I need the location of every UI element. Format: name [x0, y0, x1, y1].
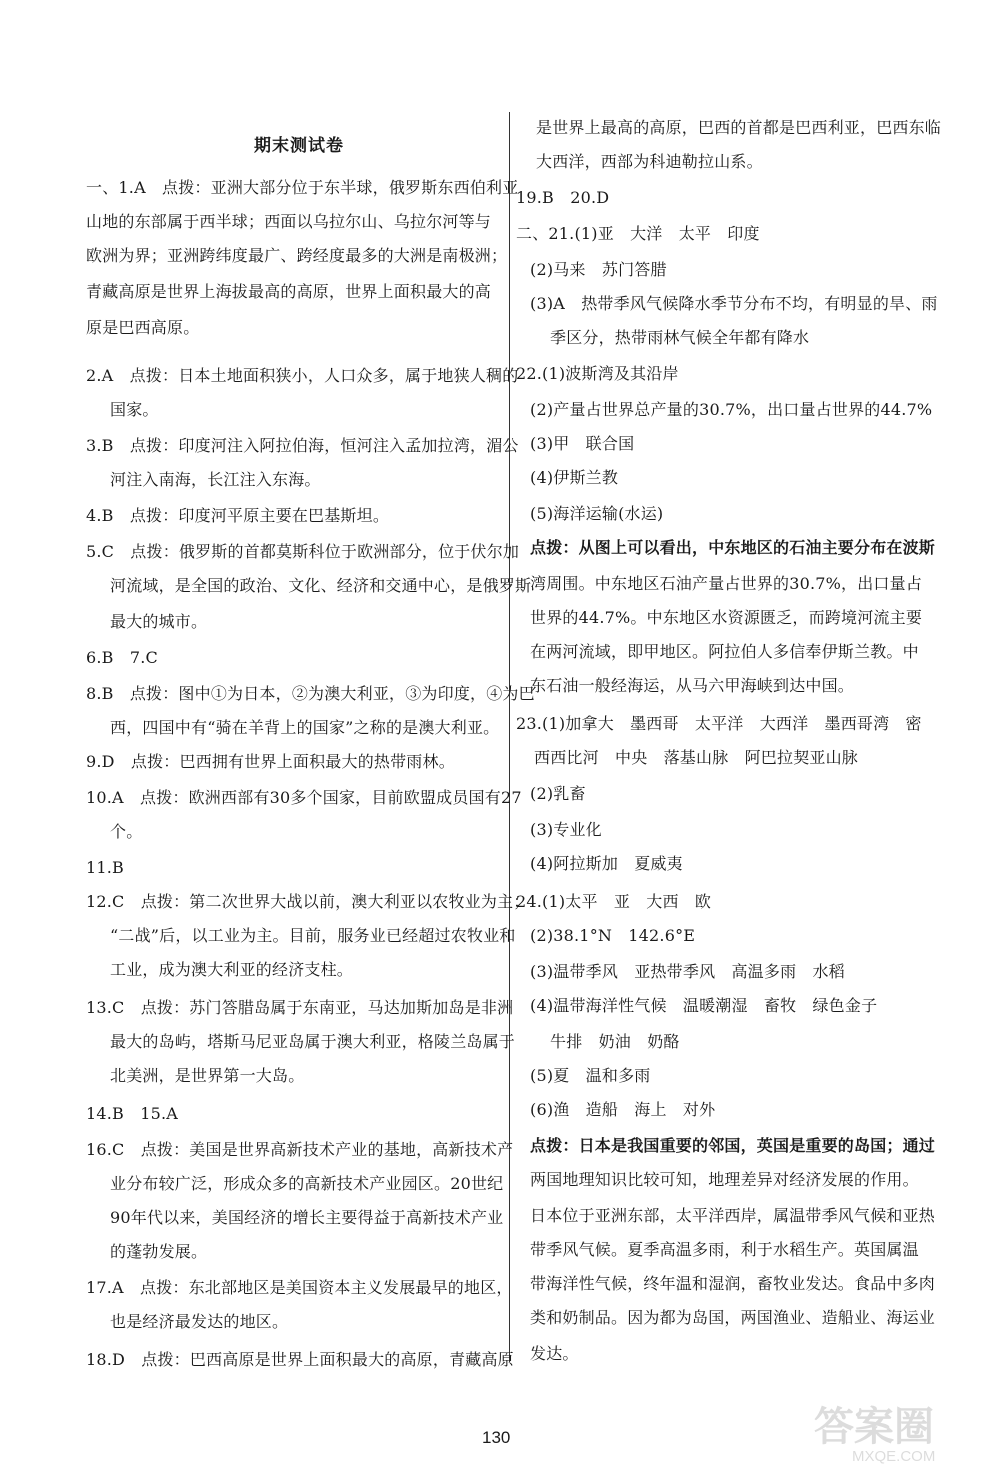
text-line: (2)马来 苏门答腊	[530, 260, 667, 279]
text-line: 也是经济最发达的地区。	[110, 1312, 289, 1331]
text-line: 是世界上最高的高原，巴西的首都是巴西利亚，巴西东临	[536, 118, 942, 137]
watermark-logo	[808, 1398, 980, 1466]
text-line: 欧洲为界；亚洲跨纬度最广、跨经度最多的大洲是南极洲；	[86, 246, 508, 265]
text-line: (6)渔 造船 海上 对外	[530, 1100, 716, 1119]
text-line: (4)温带海洋性气候 温暖潮湿 畜牧 绿色金子	[530, 996, 878, 1015]
text-line: 二、21.(1)亚 大洋 太平 印度	[516, 224, 760, 243]
text-line: (4)阿拉斯加 夏威夷	[530, 854, 683, 873]
page-number: 130	[482, 1428, 511, 1447]
text-line: 点拨：从图上可以看出，中东地区的石油主要分布在波斯	[530, 538, 936, 557]
text-line: (2)38.1°N 142.6°E	[530, 926, 696, 945]
text-line: 湾周围。中东地区石油产量占世界的30.7%，出口量占	[530, 574, 923, 593]
text-line: 类和奶制品。因为都为岛国，两国渔业、造船业、海运业	[530, 1308, 936, 1327]
text-line: 17.A 点拨：东北部地区是美国资本主义发展最早的地区，	[86, 1278, 513, 1297]
text-line: 最大的城市。	[110, 612, 208, 631]
text-line: 季区分，热带雨林气候全年都有降水	[550, 328, 810, 347]
text-line: (3)甲 联合国	[530, 434, 635, 453]
text-line: 24.(1)太平 亚 大西 欧	[516, 892, 712, 911]
text-line: 山地的东部属于西半球；西面以乌拉尔山、乌拉尔河等与	[86, 212, 492, 231]
text-line: 2.A 点拨：日本土地面积狭小，人口众多，属于地狭人稠的	[86, 366, 519, 385]
text-line: 国家。	[110, 400, 159, 419]
text-line: 业分布较广泛，形成众多的高新技术产业园区。20世纪	[110, 1174, 504, 1193]
text-line: 12.C 点拨：第二次世界大战以前，澳大利亚以农牧业为主；	[86, 892, 530, 911]
text-line: 西西比河 中央 落基山脉 阿巴拉契亚山脉	[534, 748, 859, 767]
text-line: (3)温带季风 亚热带季风 高温多雨 水稻	[530, 962, 845, 981]
watermark-sub: MXQE.COM	[852, 1448, 936, 1465]
text-line: 带海洋性气候，终年温和湿润，畜牧业发达。食品中多肉	[530, 1274, 936, 1293]
text-line: 14.B 15.A	[86, 1104, 179, 1123]
text-line: 13.C 点拨：苏门答腊岛属于东南亚，马达加斯加岛是非洲	[86, 998, 514, 1017]
text-line: 河流域，是全国的政治、文化、经济和交通中心，是俄罗斯	[110, 576, 532, 595]
text-line: 牛排 奶油 奶酪	[550, 1032, 680, 1051]
text-line: 世界的44.7%。中东地区水资源匮乏，而跨境河流主要	[530, 608, 923, 627]
text-line: 在两河流域，即甲地区。阿拉伯人多信奉伊斯兰教。中	[530, 642, 919, 661]
text-line: 5.C 点拨：俄罗斯的首都莫斯科位于欧洲部分，位于伏尔加	[86, 542, 520, 561]
text-line: (2)产量占世界总产量的30.7%，出口量占世界的44.7%	[530, 400, 933, 419]
watermark-text: 答案圈	[814, 1404, 934, 1450]
text-line: 发达。	[530, 1344, 579, 1363]
text-line: 10.A 点拨：欧洲西部有30多个国家，目前欧盟成员国有27	[86, 788, 522, 807]
text-line: 9.D 点拨：巴西拥有世界上面积最大的热带雨林。	[86, 752, 455, 771]
text-line: 西，四国中有“骑在羊背上的国家”之称的是澳大利亚。	[110, 718, 500, 737]
text-line: 最大的岛屿，塔斯马尼亚岛属于澳大利亚，格陵兰岛属于	[110, 1032, 516, 1051]
text-line: “二战”后，以工业为主。目前，服务业已经超过农牧业和	[110, 926, 516, 945]
text-line: 3.B 点拨：印度河注入阿拉伯海，恒河注入孟加拉湾，湄公	[86, 436, 519, 455]
text-line: (4)伊斯兰教	[530, 468, 619, 487]
text-line: 两国地理知识比较可知，地理差异对经济发展的作用。	[530, 1170, 919, 1189]
text-line: 22.(1)波斯湾及其沿岸	[516, 364, 679, 383]
text-line: 原是巴西高原。	[86, 318, 200, 337]
text-line: 工业，成为澳大利亚的经济支柱。	[110, 960, 354, 979]
text-line: 23.(1)加拿大 墨西哥 太平洋 大西洋 墨西哥湾 密	[516, 714, 922, 733]
text-line: 18.D 点拨：巴西高原是世界上面积最大的高原，青藏高原	[86, 1350, 514, 1369]
text-line: 11.B	[86, 858, 125, 877]
text-line: 青藏高原是世界上海拔最高的高原，世界上面积最大的高	[86, 282, 492, 301]
text-line: 8.B 点拨：图中①为日本，②为澳大利亚，③为印度，④为巴	[86, 684, 535, 703]
text-line: (3)专业化	[530, 820, 602, 839]
text-line: 90年代以来，美国经济的增长主要得益于高新技术产业	[110, 1208, 504, 1227]
text-line: 北美洲，是世界第一大岛。	[110, 1066, 305, 1085]
text-line: (5)海洋运输(水运)	[530, 504, 664, 523]
column-divider	[509, 112, 510, 1362]
text-line: 河注入南海，长江注入东海。	[110, 470, 321, 489]
text-line: 的蓬勃发展。	[110, 1242, 208, 1261]
text-line: (5)夏 温和多雨	[530, 1066, 651, 1085]
text-line: (2)乳畜	[530, 784, 586, 803]
text-line: 19.B 20.D	[516, 188, 610, 207]
text-line: 东石油一般经海运，从马六甲海峡到达中国。	[530, 676, 855, 695]
text-line: 16.C 点拨：美国是世界高新技术产业的基地，高新技术产	[86, 1140, 514, 1159]
text-line: 4.B 点拨：印度河平原主要在巴基斯坦。	[86, 506, 390, 525]
page-title: 期末测试卷	[254, 136, 344, 156]
text-line: 一、1.A 点拨：亚洲大部分位于东半球，俄罗斯东西伯利亚	[86, 178, 519, 197]
text-line: 带季风气候。夏季高温多雨，利于水稻生产。英国属温	[530, 1240, 919, 1259]
text-line: 大西洋，西部为科迪勒拉山系。	[536, 152, 763, 171]
text-line: 点拨：日本是我国重要的邻国，英国是重要的岛国；通过	[530, 1136, 936, 1155]
text-line: 日本位于亚洲东部，太平洋西岸，属温带季风气候和亚热	[530, 1206, 936, 1225]
text-line: (3)A 热带季风气候降水季节分布不均，有明显的旱、雨	[530, 294, 938, 313]
text-line: 个。	[110, 822, 143, 841]
text-line: 6.B 7.C	[86, 648, 158, 667]
